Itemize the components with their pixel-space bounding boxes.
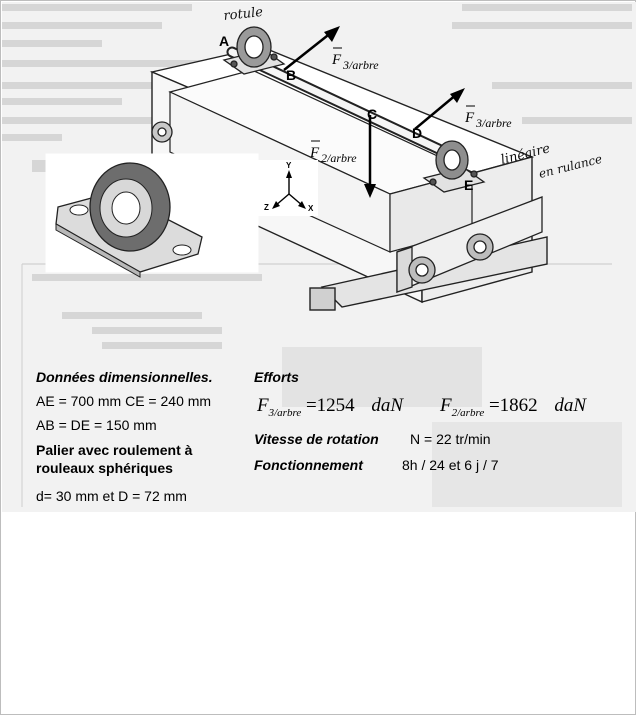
force-label-f2: F	[310, 145, 320, 161]
effort-f2-unit: daN	[554, 395, 587, 416]
effort-f3-unit: daN	[371, 395, 404, 416]
point-C: C	[367, 106, 378, 122]
donnees-title: Données dimensionnelles.	[36, 369, 213, 385]
handwritten-lineaire: linéaire	[499, 141, 552, 168]
force-label-f3-right: F	[465, 110, 475, 126]
effort-f2	[440, 395, 586, 419]
point-D: D	[412, 125, 423, 141]
effort-f2-symbol: F	[440, 395, 452, 416]
effort-f2-value: =1862	[488, 395, 538, 416]
effort-f2-sub: 2/arbre	[451, 406, 485, 419]
diameters: d= 30 mm et D = 72 mm	[36, 488, 187, 504]
donnees-line2: AB = DE = 150 mm	[36, 417, 157, 433]
force-label-f2-sub: 2/arbre	[321, 151, 357, 165]
point-A: A	[219, 33, 230, 49]
effort-f3-symbol: F	[257, 395, 269, 416]
bearing-inset	[46, 154, 258, 277]
palier-line1: Palier avec roulement à	[36, 442, 193, 458]
fonctionnement-label: Fonctionnement	[254, 457, 363, 473]
force-label-f3-top: F	[332, 52, 342, 68]
axis-x-label: X	[308, 204, 314, 213]
effort-f3-value: =1254	[305, 395, 355, 416]
vitesse-label: Vitesse de rotation	[254, 431, 379, 447]
donnees-line1: AE = 700 mm CE = 240 mm	[36, 393, 212, 409]
point-E: E	[464, 177, 474, 193]
effort-f3-sub: 3/arbre	[268, 406, 302, 419]
palier-line2: rouleaux sphériques	[36, 460, 173, 476]
handwritten-rotule: rotule	[222, 4, 264, 24]
fonctionnement-value: 8h / 24 et 6 j / 7	[402, 457, 499, 473]
force-label-f3-top-sub: 3/arbre	[343, 58, 379, 72]
scanned-exercise	[2, 2, 636, 512]
coordinate-axes	[258, 160, 318, 216]
effort-f3	[257, 395, 403, 419]
vitesse-value: N = 22 tr/min	[410, 431, 491, 447]
efforts-title: Efforts	[254, 369, 299, 385]
axis-y-label: Y	[286, 161, 292, 170]
axis-z-label: Z	[264, 203, 269, 212]
force-label-f3-right-sub: 3/arbre	[476, 116, 512, 130]
point-B: B	[286, 67, 297, 83]
handwritten-rulance: en rulance	[537, 151, 604, 181]
